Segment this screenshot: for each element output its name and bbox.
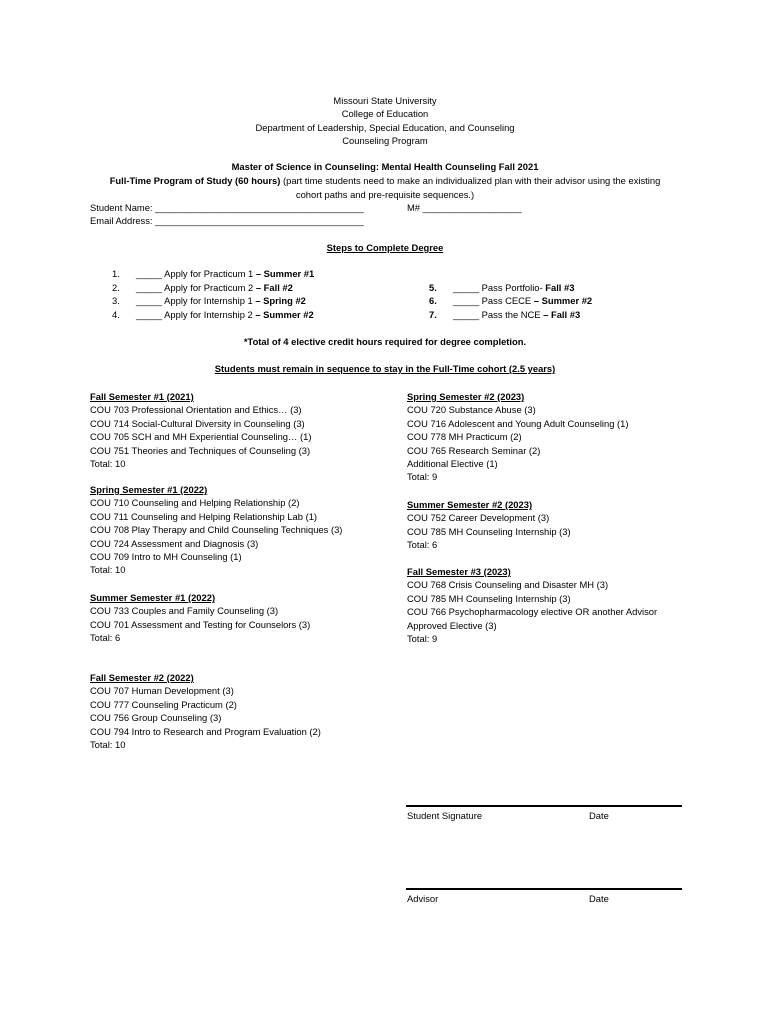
- course-item: COU 701 Assessment and Testing for Counselors (3): [90, 618, 311, 630]
- advisor-signature-line[interactable]: [406, 888, 682, 890]
- course-item: COU 705 SCH and MH Experiential Counseling… (1): [90, 431, 312, 443]
- advisor-signature-label: Advisor: [407, 893, 439, 904]
- university-header: [0, 94, 770, 148]
- header-line-university: Missouri State University: [333, 95, 437, 106]
- step-item: [112, 268, 314, 279]
- step-item: [112, 282, 293, 293]
- semester-total: Total: 6: [90, 632, 121, 644]
- step-number: 1.: [112, 268, 120, 279]
- student-signature-line[interactable]: [406, 805, 682, 807]
- step-item: [429, 309, 580, 320]
- step-deadline: – Summer #1: [255, 268, 315, 279]
- step-item: [429, 295, 592, 306]
- course-item: COU 794 Intro to Research and Program Evaluation (2): [90, 725, 321, 737]
- course-item: Additional Elective (1): [407, 458, 498, 470]
- semester-total: Total: 10: [90, 739, 126, 751]
- step-item: [112, 309, 314, 320]
- semester-block: [90, 671, 321, 751]
- semester-total: Total: 10: [90, 458, 126, 470]
- step-number: 2.: [112, 282, 120, 293]
- semester-block: [407, 498, 571, 552]
- course-item: COU 752 Career Development (3): [407, 512, 550, 524]
- semester-title: Spring Semester #2 (2023): [407, 391, 525, 402]
- student-signature-label: Student Signature: [407, 810, 483, 821]
- semester-block: [90, 591, 310, 645]
- course-item: COU 710 Counseling and Helping Relationship (2): [90, 497, 300, 509]
- step-deadline: – Summer #2: [255, 309, 314, 320]
- semester-total: Total: 10: [90, 564, 126, 576]
- step-number: 4.: [112, 309, 120, 320]
- course-item: COU 733 Couples and Family Counseling (3): [90, 605, 279, 617]
- step-text: _____ Pass the NCE: [453, 309, 544, 320]
- fulltime-line: [0, 175, 770, 186]
- course-item: Approved Elective (3): [407, 619, 497, 631]
- course-item: COU 751 Theories and Techniques of Counseling (3): [90, 444, 311, 456]
- step-text: _____ Pass CECE: [453, 295, 534, 306]
- semester-block: [407, 390, 629, 484]
- semester-total: Total: 9: [407, 633, 438, 645]
- course-item: COU 777 Counseling Practicum (2): [90, 698, 237, 710]
- step-deadline: – Fall #2: [255, 282, 293, 293]
- course-item: COU 703 Professional Orientation and Ethics… (3): [90, 404, 302, 416]
- course-item: COU 714 Social-Cultural Diversity in Counseling (3): [90, 417, 305, 429]
- course-item: COU 785 MH Counseling Internship (3): [407, 525, 571, 537]
- step-text: _____ Apply for Practicum 1: [136, 268, 256, 279]
- student-name-field[interactable]: Student Name: ________________________________________: [90, 202, 364, 213]
- step-text: _____ Apply for Internship 2: [136, 309, 256, 320]
- steps-heading: Steps to Complete Degree: [326, 242, 444, 253]
- course-item: COU 756 Group Counseling (3): [90, 712, 222, 724]
- step-text: _____ Pass Portfolio-: [453, 282, 546, 293]
- course-item: COU 766 Psychopharmacology elective OR another Advisor: [407, 606, 658, 618]
- semester-title: Spring Semester #1 (2022): [90, 484, 208, 495]
- step-deadline: – Summer #2: [533, 295, 593, 306]
- step-number: 6.: [429, 295, 437, 306]
- step-item: [112, 295, 306, 306]
- program-title: Master of Science in Counseling: Mental Health Counseling Fall 2021: [231, 161, 539, 172]
- step-text: _____ Apply for Internship 1: [136, 295, 256, 306]
- fulltime-note: (part time students need to make an individualized plan with their advisor using the existing: [280, 175, 661, 186]
- semester-block: [407, 565, 657, 645]
- elective-note: *Total of 4 elective credit hours required for degree completion.: [243, 336, 527, 347]
- course-item: COU 785 MH Counseling Internship (3): [407, 592, 571, 604]
- step-number: 5.: [429, 282, 437, 293]
- semester-total: Total: 6: [407, 539, 438, 551]
- semester-title: Fall Semester #2 (2022): [90, 672, 194, 683]
- semester-title: Summer Semester #2 (2023): [407, 499, 533, 510]
- step-deadline: Fall #3: [545, 282, 575, 293]
- course-item: COU 711 Counseling and Helping Relationship Lab (1): [90, 510, 318, 522]
- course-item: COU 707 Human Development (3): [90, 685, 234, 697]
- semester-title: Summer Semester #1 (2022): [90, 592, 216, 603]
- course-item: COU 724 Assessment and Diagnosis (3): [90, 537, 259, 549]
- course-item: COU 716 Adolescent and Young Adult Counseling (1): [407, 417, 629, 429]
- course-item: COU 765 Research Seminar (2): [407, 444, 541, 456]
- m-number-field[interactable]: M# ___________________: [407, 202, 522, 213]
- step-number: 3.: [112, 295, 120, 306]
- fulltime-heading: Full-Time Program of Study (60 hours): [109, 175, 281, 186]
- semester-title: Fall Semester #3 (2023): [407, 566, 511, 577]
- course-item: COU 768 Crisis Counseling and Disaster MH (3): [407, 579, 609, 591]
- course-item: COU 709 Intro to MH Counseling (1): [90, 551, 242, 563]
- course-item: COU 720 Substance Abuse (3): [407, 404, 536, 416]
- semester-block: [90, 390, 311, 470]
- step-text: _____ Apply for Practicum 2: [136, 282, 256, 293]
- course-item: COU 778 MH Practicum (2): [407, 431, 522, 443]
- student-date-label: Date: [589, 810, 609, 821]
- fulltime-note-cont: cohort paths and pre-requisite sequences.): [295, 189, 475, 200]
- step-item: [429, 282, 574, 293]
- semester-title: Fall Semester #1 (2021): [90, 391, 194, 402]
- semester-block: [90, 483, 342, 577]
- course-item: COU 708 Play Therapy and Child Counseling Techniques (3): [90, 524, 343, 536]
- step-number: 7.: [429, 309, 437, 320]
- semester-total: Total: 9: [407, 471, 438, 483]
- header-line-department: Department of Leadership, Special Education, and Counseling: [255, 121, 515, 133]
- email-address-field[interactable]: Email Address: ________________________________________: [90, 215, 364, 226]
- sequence-note: Students must remain in sequence to stay in the Full-Time cohort (2.5 years): [214, 363, 556, 374]
- step-deadline: – Fall #3: [543, 309, 581, 320]
- header-line-program: Counseling Program: [342, 135, 428, 147]
- header-line-college: College of Education: [341, 108, 429, 120]
- advisor-date-label: Date: [589, 893, 609, 904]
- step-deadline: – Spring #2: [255, 295, 306, 306]
